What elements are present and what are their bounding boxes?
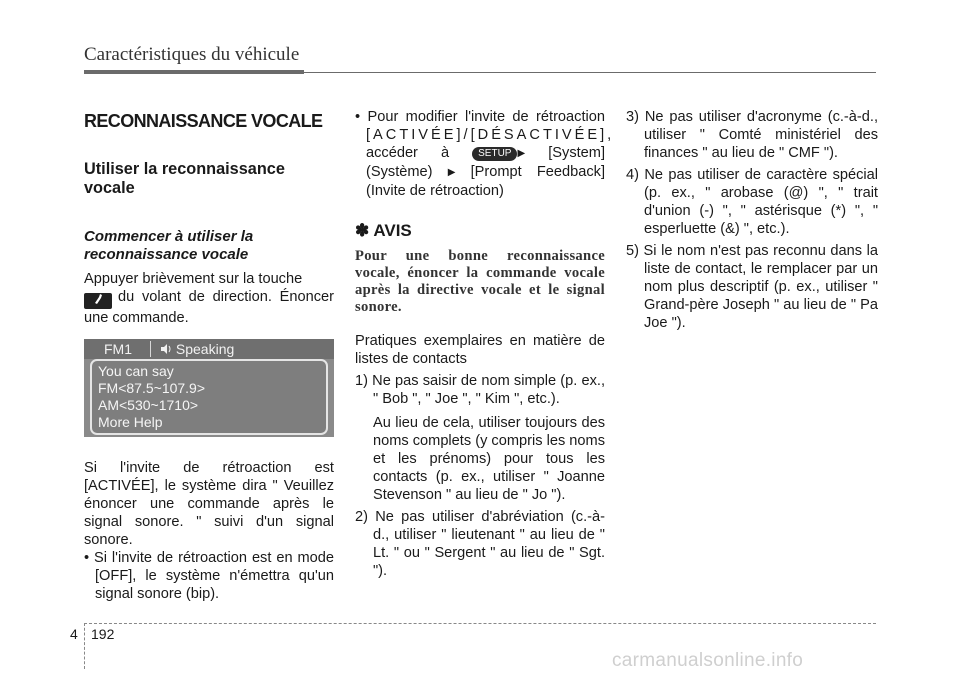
intro-paragraph (84, 270, 334, 327)
list-item-1-detail: Au lieu de cela, utiliser toujours des noms complets (y compris les noms et les prénoms) pour tous les contacts (p. ex., utiliser " Joanne Stevenson " au lieu de " Jo "). (373, 415, 605, 503)
intro-text-b: du volant de direction. Énoncer une commande. (84, 289, 334, 326)
modify-text-b: [ACTIVÉE]/[DÉSACTIVÉE], (366, 127, 615, 143)
intro-text-a: Appuyer brièvement sur la touche (84, 271, 303, 287)
header-rule-thin (300, 72, 876, 73)
setup-key-label: SETUP (472, 147, 517, 161)
column-right (626, 108, 878, 332)
screen-line: FM<87.5~107.9> (98, 380, 206, 396)
screen-line: AM<530~1710> (98, 397, 199, 413)
section-title: RECONNAISSANCE VOCALE (84, 111, 323, 131)
section-sub-subtitle: Commencer à utiliser la reconnaissance vocale (84, 228, 254, 263)
section-subtitle: Utiliser la reconnaissance vocale (84, 160, 285, 197)
notice-body: Pour une bonne reconnaissance vocale, énoncer la commande vocale après la directive vocale et le signal sonore. (355, 248, 605, 315)
screen-command-box (90, 359, 328, 435)
screen-tab-divider (150, 341, 151, 357)
screen-tab-fm1: FM1 (104, 341, 132, 357)
modify-feedback-bullet (355, 108, 615, 200)
speaker-icon (160, 343, 172, 355)
feedback-on-paragraph: Si l'invite de rétroaction est [ACTIVÉE], le système dira " Veuillez énoncer une commande après le signal sonore. " suivi d'un signal sonore. (84, 460, 334, 548)
modify-text-e: [Prompt Feedback] (Invite de rétroaction) (366, 164, 605, 199)
best-practices-heading: Pratiques exemplaires en matière de listes de contacts (355, 333, 605, 367)
list-item-4: 4) Ne pas utiliser de caractère spécial (p. ex., " arobase (@) ", " trait d'union (-) ", " astérisque (*) ", " esperluette (&) ", etc.). (626, 167, 878, 237)
triangle-right-icon: ▶ (447, 167, 456, 178)
modify-text-a: • Pour modifier l'invite de rétroaction (355, 109, 605, 125)
modify-text-d: [System] (Système) (366, 145, 605, 180)
footer-divider (84, 623, 85, 669)
list-item-5: 5) Si le nom n'est pas reconnu dans la liste de contact, le remplacer par un nom plus descriptif (p. ex., utiliser " Grand-père Joseph " au lieu de " Pa Joe "). (626, 243, 878, 331)
header-rule-thick (84, 70, 304, 74)
voice-command-icon (84, 293, 112, 309)
footer-rule (84, 623, 876, 624)
page-header-title: Caractéristiques du véhicule (84, 44, 300, 65)
list-item-1: 1) Ne pas saisir de nom simple (p. ex., " Bob ", " Joe ", " Kim ", etc.). (355, 373, 605, 407)
screen-line: More Help (98, 414, 163, 430)
triangle-right-icon: ▶ (517, 148, 526, 159)
screen-speaking-label: Speaking (175, 341, 235, 357)
list-item-2: 2) Ne pas utiliser d'abréviation (c.-à-d., utiliser " lieutenant " au lieu de " Lt. " ou " Sergent " au lieu de " Sgt. "). (355, 509, 605, 579)
column-middle (355, 108, 615, 580)
notice-symbol: ✽ (355, 221, 370, 240)
notice-heading (355, 222, 605, 240)
notice-title: AVIS (373, 221, 412, 240)
screen-line: You can say (98, 363, 174, 379)
page-number: 192 (91, 626, 115, 642)
chapter-number: 4 (70, 626, 78, 642)
modify-text-c: accéder à (366, 145, 450, 161)
display-screen-image (84, 339, 334, 437)
watermark: carmanualsonline.info (612, 650, 804, 671)
screen-tab-speaking (160, 341, 234, 357)
feedback-off-bullet: • Si l'invite de rétroaction est en mode [OFF], le système n'émettra qu'un signal sonore (bip). (84, 550, 334, 602)
column-left (84, 108, 334, 603)
list-item-3: 3) Ne pas utiliser d'acronyme (c.-à-d., utiliser " Comté ministériel des finances " au lieu de " CMF "). (626, 109, 878, 161)
